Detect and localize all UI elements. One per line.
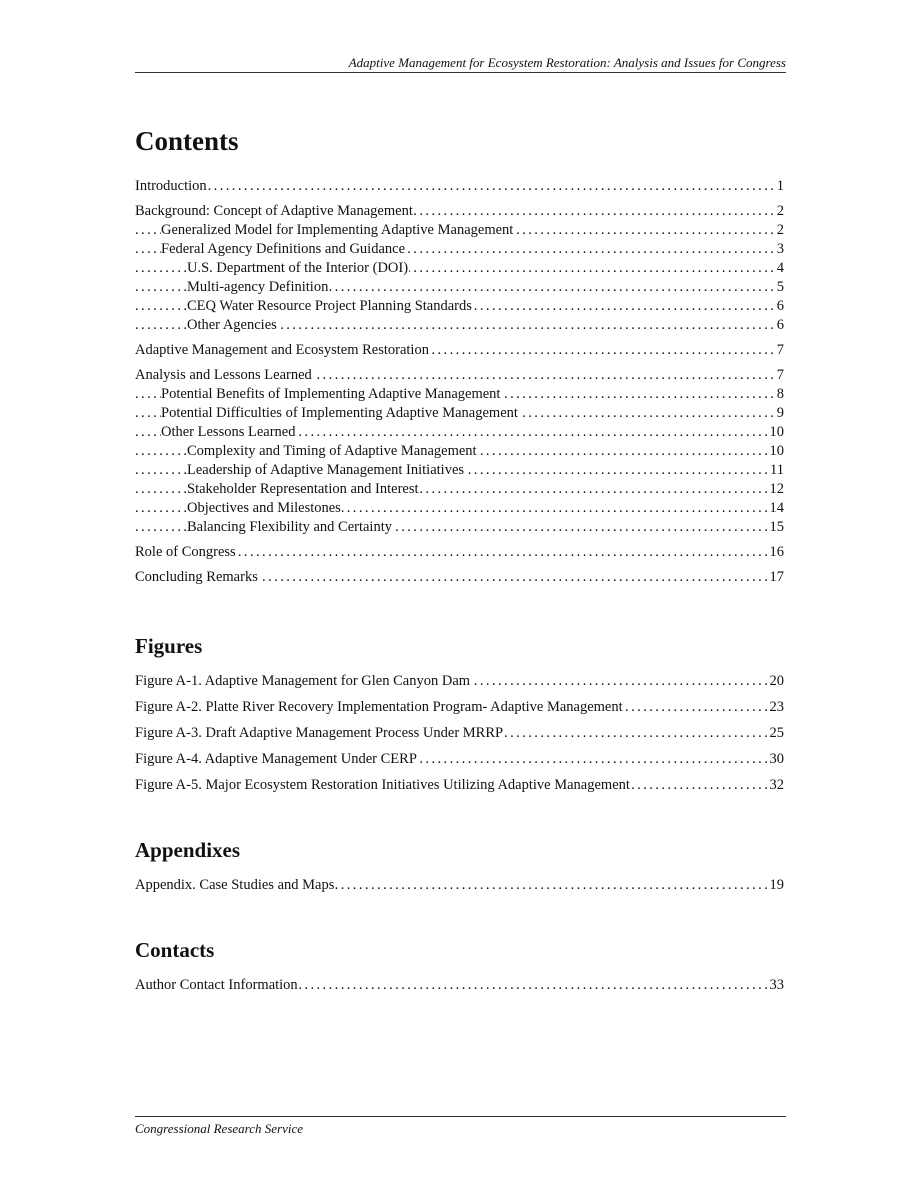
toc-entry-title: Background: Concept of Adaptive Management [135,203,413,219]
appendix-entry[interactable] [135,872,784,898]
toc-entry-page: 2 [776,203,784,219]
contacts-list [135,972,784,998]
toc-entry-page: 4 [776,260,784,276]
toc-entry-page: 7 [776,342,784,358]
toc-entry-title: Other Lessons Learned [161,424,296,440]
toc-entry-page: 10 [769,424,784,440]
toc-entry-page: 5 [776,279,784,295]
toc-entry-page: 7 [776,367,784,383]
contact-entry-page: 33 [769,972,785,998]
figure-entry[interactable] [135,772,784,798]
toc-entry[interactable] [135,518,784,537]
toc-entry-title: U.S. Department of the Interior (DOI) [187,260,409,276]
toc-entry-title: Multi-agency Definition [187,279,329,295]
figure-entry[interactable] [135,746,784,772]
toc-entry-page: 16 [769,544,784,560]
figure-entry[interactable] [135,668,784,694]
toc-entry-title: Potential Benefits of Implementing Adaptive Management [161,386,501,402]
toc-entry-title: Complexity and Timing of Adaptive Management [187,443,477,459]
toc-entry[interactable] [135,385,784,404]
appendixes-list [135,872,784,898]
contents-list [135,177,784,587]
figure-entry[interactable] [135,720,784,746]
toc-entry-page: 15 [769,519,784,535]
toc-entry[interactable] [135,278,784,297]
toc-entry-title: Stakeholder Representation and Interest [187,481,419,497]
toc-entry-page: 9 [776,405,784,421]
toc-entry-page: 2 [776,222,784,238]
footer-rule [135,1116,786,1117]
toc-entry-page: 12 [769,481,784,497]
running-footer: Congressional Research Service [135,1121,303,1136]
appendix-entry-page: 19 [769,872,785,898]
header-rule [135,72,786,73]
toc-entry[interactable] [135,366,784,385]
figure-entry-title: Figure A-3. Draft Adaptive Management Process Under MRRP [135,725,504,741]
toc-entry[interactable] [135,297,784,316]
toc-entry[interactable] [135,177,784,196]
toc-entry-title: Role of Congress [135,544,236,560]
toc-entry[interactable] [135,499,784,518]
toc-entry-title: Adaptive Management and Ecosystem Restoration [135,342,429,358]
toc-entry[interactable] [135,461,784,480]
figure-entry-title: Figure A-5. Major Ecosystem Restoration Initiatives Utilizing Adaptive Management [135,777,630,793]
toc-entry-title: Federal Agency Definitions and Guidance [161,241,406,257]
contacts-heading: Contacts [135,938,215,962]
figure-entry-page: 25 [769,720,785,746]
toc-entry[interactable] [135,221,784,240]
toc-entry[interactable] [135,480,784,499]
figure-entry-page: 32 [769,772,785,798]
figure-entry[interactable] [135,694,784,720]
appendix-entry-title: Appendix. Case Studies and Maps [135,877,335,893]
toc-entry[interactable] [135,423,784,442]
toc-entry-title: CEQ Water Resource Project Planning Standards [187,298,472,314]
toc-entry[interactable] [135,442,784,461]
toc-entry[interactable] [135,543,784,562]
contents-heading: Contents [135,126,239,156]
figures-list [135,668,784,798]
toc-entry[interactable] [135,568,784,587]
toc-entry-page: 6 [776,317,784,333]
toc-entry-title: Leadership of Adaptive Management Initiatives [187,462,465,478]
toc-entry-page: 6 [776,298,784,314]
toc-entry-page: 8 [776,386,784,402]
figure-entry-page: 30 [769,746,785,772]
contact-entry[interactable] [135,972,784,998]
figure-entry-title: Figure A-2. Platte River Recovery Implementation Program- Adaptive Management [135,699,623,715]
toc-entry-title: Other Agencies [187,317,277,333]
toc-entry[interactable] [135,404,784,423]
toc-entry-title: Objectives and Milestones [187,500,341,516]
toc-entry-title: Analysis and Lessons Learned [135,367,312,383]
contact-entry-title: Author Contact Information [135,977,298,993]
toc-entry-page: 3 [776,241,784,257]
toc-entry-page: 17 [769,569,784,585]
toc-entry-page: 14 [769,500,784,516]
toc-entry-title: Generalized Model for Implementing Adaptive Management [161,222,514,238]
toc-entry[interactable] [135,259,784,278]
appendixes-heading: Appendixes [135,838,241,862]
toc-entry[interactable] [135,240,784,259]
running-header: Adaptive Management for Ecosystem Restoration: Analysis and Issues for Congress [348,55,786,70]
toc-entry[interactable] [135,341,784,360]
toc-entry-page: 10 [769,443,784,459]
figure-entry-title: Figure A-4. Adaptive Management Under CERP [135,751,417,767]
figure-entry-title: Figure A-1. Adaptive Management for Glen Canyon Dam [135,673,471,689]
toc-entry-title: Potential Difficulties of Implementing Adaptive Management [161,405,518,421]
toc-entry-page: 1 [776,178,784,194]
toc-entry-page: 11 [770,462,784,478]
figure-entry-page: 23 [769,694,785,720]
figures-heading: Figures [135,634,203,658]
toc-entry[interactable] [135,202,784,221]
figure-entry-page: 20 [769,668,785,694]
toc-entry[interactable] [135,316,784,335]
toc-entry-title: Concluding Remarks [135,569,258,585]
toc-entry-title: Introduction [135,178,207,194]
toc-entry-title: Balancing Flexibility and Certainty [187,519,392,535]
